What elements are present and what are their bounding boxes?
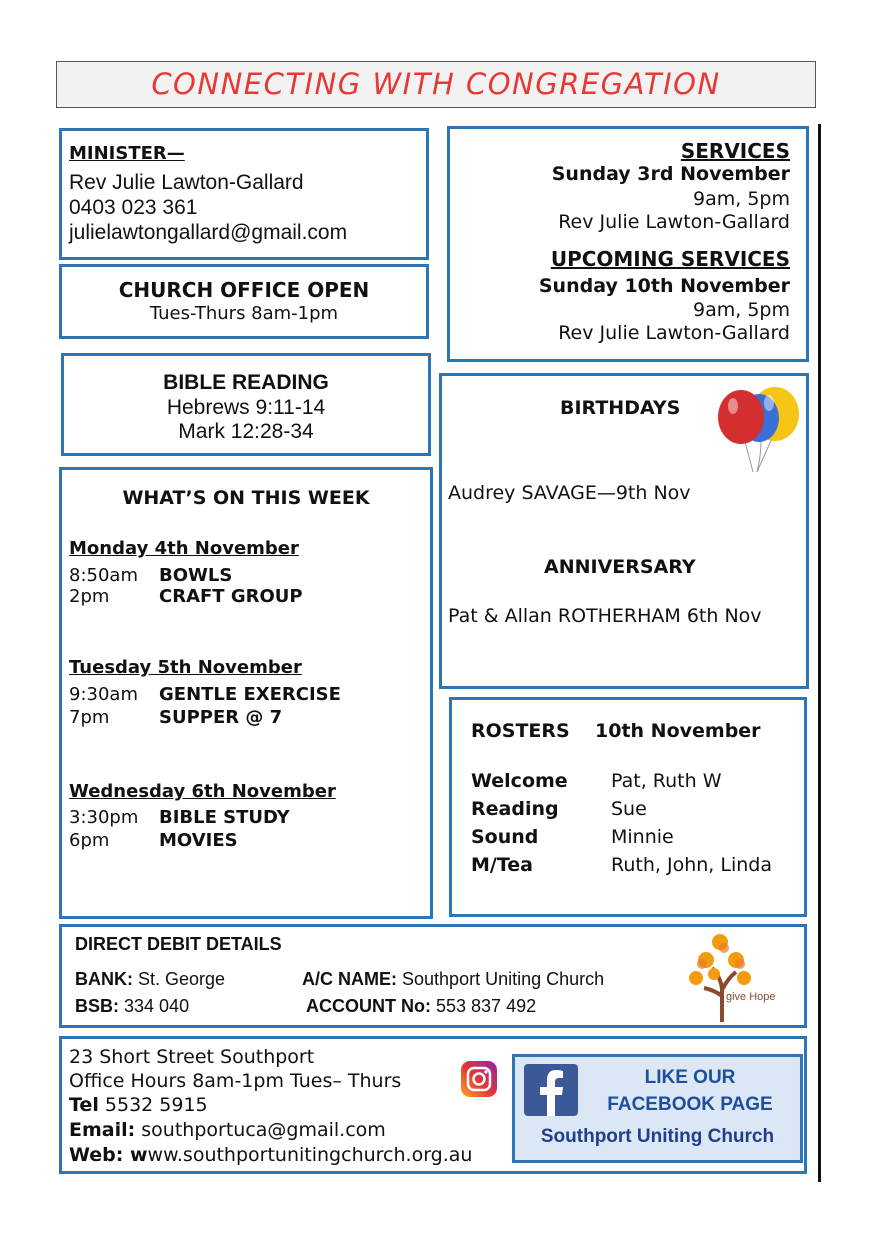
- event-name: BIBLE STUDY: [159, 807, 290, 828]
- bank-line: [75, 969, 225, 990]
- bible-reading-box: [61, 353, 431, 456]
- services-date: Sunday 3rd November: [551, 163, 790, 185]
- rosters-box: [449, 697, 807, 917]
- web-label: Web: w: [69, 1144, 148, 1166]
- birthday-entry: Audrey SAVAGE—9th Nov: [448, 482, 691, 504]
- minister-name: Rev Julie Lawton-Gallard: [69, 171, 304, 194]
- upcoming-services-heading: UPCOMING SERVICES: [550, 247, 790, 271]
- birthdays-box: [439, 373, 809, 689]
- rosters-date: 10th November: [595, 720, 761, 742]
- birthdays-heading: BIRTHDAYS: [560, 397, 681, 419]
- event-name: MOVIES: [159, 830, 238, 851]
- roster-role: Welcome: [471, 770, 568, 792]
- bsb-value: 334 040: [124, 996, 190, 1016]
- bsb-line: [75, 996, 189, 1017]
- services-box: [447, 126, 809, 362]
- day-heading-wednesday: Wednesday 6th November: [69, 781, 336, 802]
- bank-value: St. George: [138, 969, 226, 989]
- event-name: CRAFT GROUP: [159, 586, 303, 607]
- whats-on-box: [59, 467, 433, 919]
- balloons-icon: [717, 384, 803, 474]
- office-hours: Tues-Thurs 8am-1pm: [149, 303, 339, 324]
- rosters-heading: ROSTERS: [471, 720, 570, 742]
- event-time: 7pm: [69, 707, 110, 728]
- page-title-banner: [56, 61, 816, 108]
- roster-names: Ruth, John, Linda: [611, 854, 772, 876]
- email-line: [69, 1119, 386, 1141]
- acname-value: Southport Uniting Church: [402, 969, 605, 989]
- web-line: [69, 1144, 472, 1166]
- minister-email[interactable]: julielawtongallard@gmail.com: [69, 221, 348, 244]
- event-time: 9:30am: [69, 684, 138, 705]
- office-hours-text: Office Hours 8am-1pm Tues– Thurs: [69, 1070, 402, 1092]
- page-title: CONNECTING WITH CONGREGATION: [151, 67, 721, 101]
- account-value: 553 837 492: [436, 996, 537, 1016]
- day-heading-tuesday: Tuesday 5th November: [69, 657, 302, 678]
- email-label: Email:: [69, 1119, 136, 1141]
- event-name: BOWLS: [159, 565, 233, 586]
- account-label: ACCOUNT No:: [306, 996, 431, 1016]
- office-heading: CHURCH OFFICE OPEN: [118, 278, 370, 302]
- office-box: [59, 264, 429, 339]
- facebook-like-line2: FACEBOOK PAGE: [607, 1094, 773, 1115]
- minister-heading: MINISTER—: [69, 143, 185, 164]
- event-time: 8:50am: [69, 565, 138, 586]
- event-time: 6pm: [69, 830, 110, 851]
- bible-heading: BIBLE READING: [163, 371, 329, 394]
- bible-reading-1: Hebrews 9:11-14: [166, 396, 326, 419]
- acname-line: [302, 969, 604, 990]
- facebook-like-line1: LIKE OUR: [644, 1067, 736, 1088]
- roster-role: M/Tea: [471, 854, 533, 876]
- roster-role: Reading: [471, 798, 559, 820]
- services-minister: Rev Julie Lawton-Gallard: [558, 211, 790, 233]
- account-line: [306, 996, 536, 1017]
- tel-value[interactable]: 5532 5915: [104, 1094, 208, 1116]
- anniversary-entry: Pat & Allan ROTHERHAM 6th Nov: [448, 605, 762, 627]
- event-time: 3:30pm: [69, 807, 139, 828]
- roster-names: Pat, Ruth W: [611, 770, 722, 792]
- upcoming-services-minister: Rev Julie Lawton-Gallard: [558, 322, 790, 344]
- services-times: 9am, 5pm: [693, 188, 790, 210]
- direct-debit-box: [59, 924, 807, 1028]
- roster-names: Minnie: [611, 826, 674, 848]
- event-name: SUPPER @ 7: [159, 707, 283, 728]
- services-heading: SERVICES: [680, 139, 790, 163]
- give-hope-logo-text: give Hope: [726, 991, 776, 1003]
- day-heading-monday: Monday 4th November: [69, 538, 299, 559]
- vertical-divider: [818, 124, 821, 1182]
- event-time: 2pm: [69, 586, 110, 607]
- contact-box: [59, 1036, 807, 1174]
- minister-phone: 0403 023 361: [69, 196, 198, 219]
- anniversary-heading: ANNIVERSARY: [544, 556, 696, 578]
- roster-names: Sue: [611, 798, 647, 820]
- address: 23 Short Street Southport: [69, 1046, 315, 1068]
- whats-on-heading: WHAT’S ON THIS WEEK: [122, 487, 370, 509]
- web-value[interactable]: ww.southportunitingchurch.org.au: [147, 1144, 473, 1166]
- facebook-icon: [524, 1064, 578, 1116]
- direct-debit-heading: DIRECT DEBIT DETAILS: [75, 934, 282, 954]
- instagram-icon[interactable]: [460, 1060, 498, 1098]
- event-name: GENTLE EXERCISE: [159, 684, 341, 705]
- tel-line: [69, 1094, 208, 1116]
- bible-reading-2: Mark 12:28-34: [178, 420, 314, 443]
- roster-role: Sound: [471, 826, 539, 848]
- minister-box: [59, 128, 429, 260]
- bank-label: BANK:: [75, 969, 133, 989]
- tel-label: Tel: [69, 1094, 99, 1116]
- give-hope-logo-icon: [684, 930, 768, 1024]
- email-value[interactable]: southportuca@gmail.com: [141, 1119, 386, 1141]
- facebook-panel[interactable]: [512, 1054, 803, 1163]
- upcoming-services-times: 9am, 5pm: [693, 299, 790, 321]
- bsb-label: BSB:: [75, 996, 119, 1016]
- acname-label: A/C NAME:: [302, 969, 397, 989]
- upcoming-services-date: Sunday 10th November: [538, 275, 790, 297]
- facebook-page-name: Southport Uniting Church: [540, 1126, 775, 1147]
